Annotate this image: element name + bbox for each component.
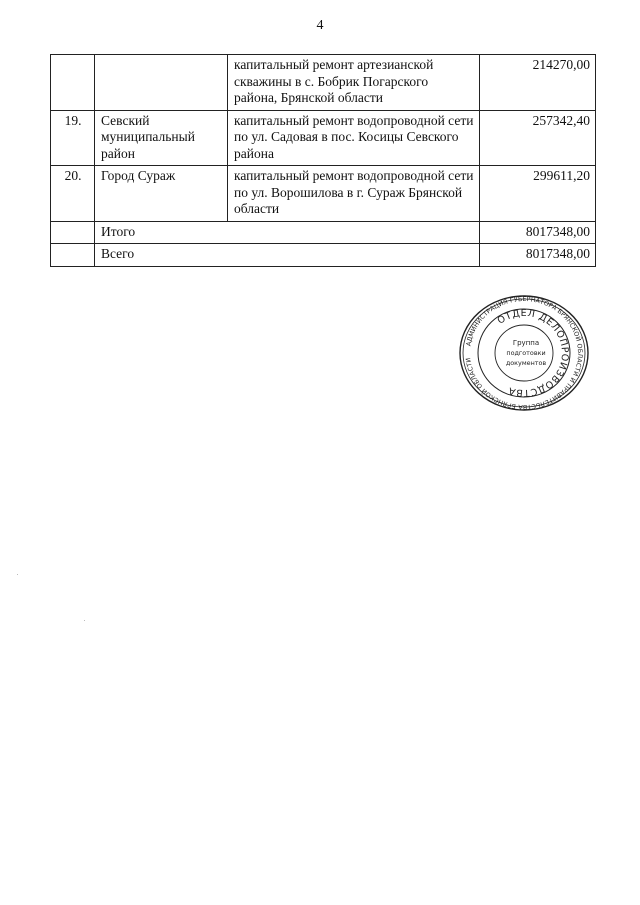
stamp-center-line1: Группа — [512, 339, 540, 347]
office-seal-stamp — [458, 294, 590, 412]
page-number: 4 — [316, 18, 324, 33]
total-sum: 8017348,00 — [480, 244, 596, 267]
row-number — [51, 55, 95, 111]
row-number: 19. — [51, 110, 95, 166]
sum-cell: 299611,20 — [480, 166, 596, 222]
stamp-center-line2: подготовки — [506, 349, 546, 357]
row-number: 20. — [51, 166, 95, 222]
funding-table — [50, 54, 596, 267]
scan-speck — [17, 574, 18, 575]
description-cell: капитальный ремонт водопроводной сети по ул. Ворошилова в г. Сураж Брянской области — [228, 166, 480, 222]
subtotal-label: Итого — [95, 221, 480, 244]
row-number — [51, 221, 95, 244]
district-cell: Город Сураж — [95, 166, 228, 222]
table-row — [51, 55, 596, 111]
subtotal-sum: 8017348,00 — [480, 221, 596, 244]
sum-cell: 214270,00 — [480, 55, 596, 111]
description-cell: капитальный ремонт артезианской скважины в с. Бобрик Погарского района, Брянской области — [228, 55, 480, 111]
stamp-center-line3: документов — [505, 359, 547, 367]
total-label: Всего — [95, 244, 480, 267]
stamp-ring-text: ОТДЕЛ ДЕЛОПРОИЗВОДСТВА — [495, 307, 571, 399]
description-cell: капитальный ремонт водопроводной сети по ул. Садовая в пос. Косицы Севского района — [228, 110, 480, 166]
stamp-outer-text: АДМИНИСТРАЦИЯ ГУБЕРНАТОРА БРЯНСКОЙ ОБЛАСТИ И ПРАВИТЕЛЬСТВА БРЯНСКОЙ ОБЛАСТИ — [465, 295, 584, 411]
district-cell — [95, 55, 228, 111]
table-row — [51, 166, 596, 222]
row-number — [51, 244, 95, 267]
total-row — [51, 244, 596, 267]
subtotal-row — [51, 221, 596, 244]
table-row — [51, 110, 596, 166]
scan-speck — [84, 620, 85, 621]
district-cell: Севский муниципальный район — [95, 110, 228, 166]
sum-cell: 257342,40 — [480, 110, 596, 166]
